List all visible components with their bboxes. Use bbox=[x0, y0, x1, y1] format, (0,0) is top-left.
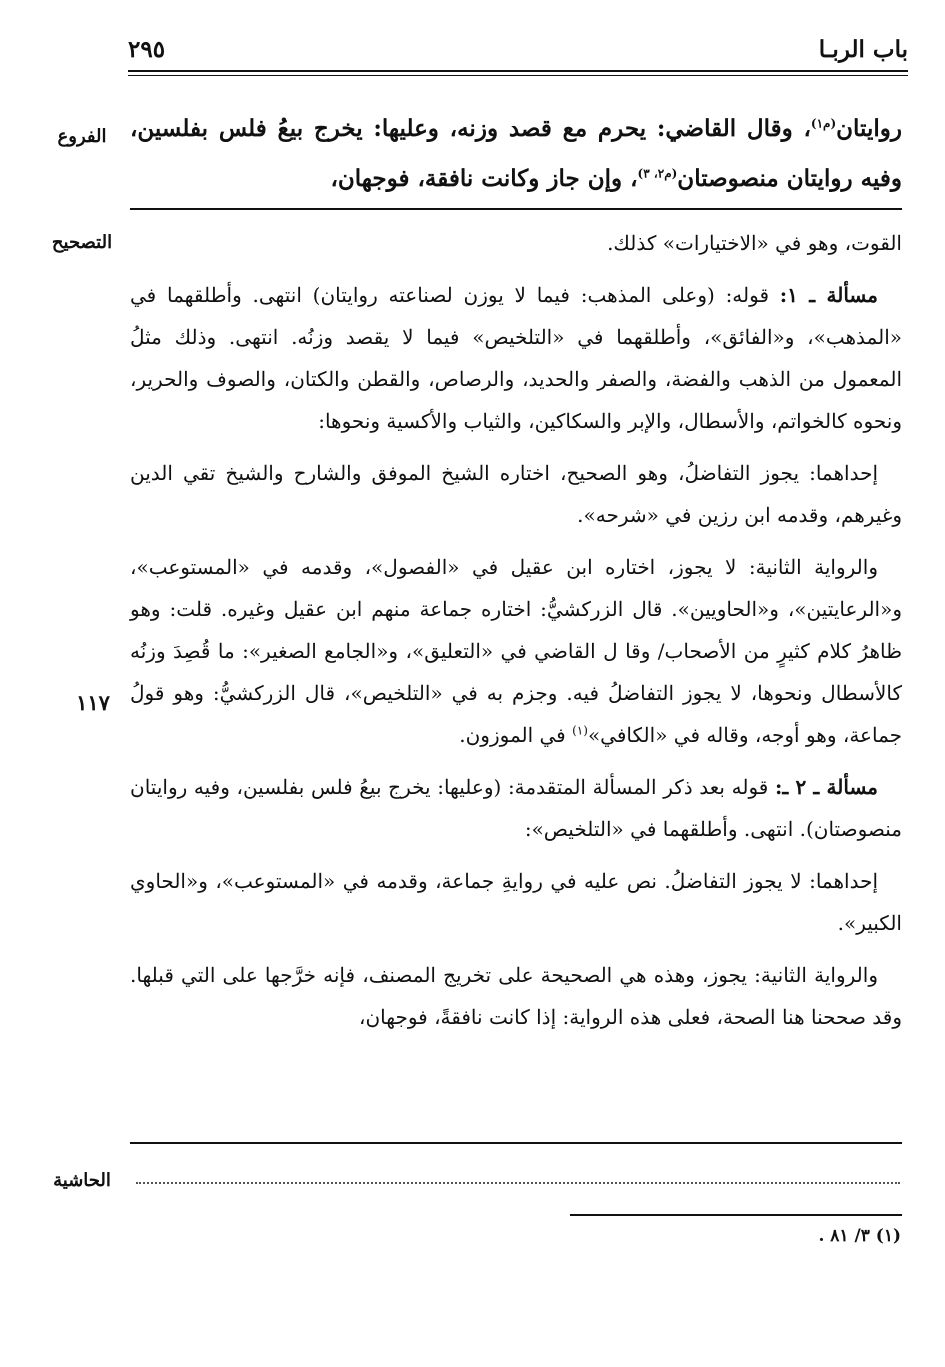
tashih-paragraph: مسألة ـ ١: قوله: (وعلى المذهب: فيما لا يوزن لصناعته روايتان) انتهى. وأطلقهما في «المذهب»، و«الفائق»، وأطلقهما في «التلخيص» فيما لا يقصد وزنُه. انتهى. وذلك مثلُ المعمول من الذهب والفضة، والصفر والحديد، والرصاص، والقطن والكتان، والصوف والحرير، ونحوه كالخواتم، والأسطال، والإبر والسكاكين، والثياب والأكسية ونحوها: bbox=[130, 283, 902, 433]
tashih-paragraph: إحداهما: لا يجوز التفاضلُ. نص عليه في روايةِ جماعة، وقدمه في «المستوعب»، و«الحاوي الكبير». bbox=[130, 869, 902, 935]
issue-heading: مسألة ـ ١: bbox=[779, 283, 878, 307]
footnote-marker: (١) bbox=[572, 723, 588, 738]
tashih-paragraph: مسألة ـ ٢ ـ: قوله بعد ذكر المسألة المتقدمة: (وعليها: يخرج بيعُ فلس بفلسين، وفيه روايتان منصوصتان). انتهى. وأطلقهما في «التلخيص»: bbox=[130, 775, 902, 841]
footnote-rule bbox=[570, 1214, 902, 1216]
furu-paragraph: روايتان$^{(م١)}$، وقال القاضي: يحرم مع قصد وزنه، وعليها: يخرج بيعُ فلس بفلسين، وفيه روايتان منصوصتان$^{(م٢، ٣)}$، وإن جاز وكانت نافقة، فوجهان، bbox=[130, 115, 902, 192]
tashih-text-block bbox=[130, 222, 902, 1048]
margin-page-number: ١١٧ bbox=[76, 690, 110, 715]
tashih-paragraph: إحداهما: يجوز التفاضلُ، وهو الصحيح، اختاره الشيخ الموفق والشارح والشيخ تقي الدين وغيرهم، وقدمه ابن رزين في «شرحه». bbox=[130, 461, 902, 527]
furu-text-block bbox=[130, 104, 902, 204]
hashiya-dotted-line bbox=[136, 1182, 900, 1184]
chapter-title: باب الربـا bbox=[818, 36, 908, 63]
furu-note-marker: (م٢، ٣) bbox=[637, 166, 678, 181]
tashih-divider bbox=[130, 1142, 902, 1144]
tashih-paragraph: والرواية الثانية: يجوز، وهذه هي الصحيحة على تخريج المصنف، فإنه خرَّجها على التي قبلها. وقد صححنا هنا الصحة، فعلى هذه الرواية: إذا كانت نافقةً، فوجهان، bbox=[130, 963, 902, 1029]
page-number: ٢٩٥ bbox=[128, 36, 166, 63]
header-rule-thin bbox=[128, 75, 908, 76]
tashih-paragraph: القوت، وهو في «الاختيارات» كذلك. bbox=[607, 231, 902, 255]
section-label-tashih: التصحيح bbox=[51, 232, 113, 253]
section-label-hashiya: الحاشية bbox=[53, 1170, 111, 1191]
furu-note-marker: (م١) bbox=[810, 116, 837, 131]
issue-heading: مسألة ـ ٢ ـ: bbox=[774, 775, 878, 799]
page-header bbox=[128, 34, 908, 68]
tashih-paragraph: والرواية الثانية: لا يجوز، اختاره ابن عقيل في «الفصول»، وقدمه في «المستوعب»، و«الرعايتين»، و«الحاويين». قال الزركشيُّ: اختاره جماعة منهم ابن عقيل وغيره. قلت: وهو ظاهرُ كلام كثيرٍ من الأصحاب/ وقا ل القاضي في «التعليق»، و«الجامع الصغير»: ما قُصِدَ وزنُه كالأسطال ونحوها، لا يجوز التفاضلُ فيه. وجزم به في «التلخيص»، قال الزركشيُّ: وهو قولُ جماعة، وهو أوجه، وقاله في «الكافي»$^{(١)}$ في الموزون. bbox=[130, 555, 902, 747]
footnote: (١) ٣/ ٨١ . bbox=[818, 1226, 901, 1246]
furu-divider bbox=[130, 208, 902, 210]
header-rule-thick bbox=[128, 70, 908, 72]
section-label-furu: الفروع bbox=[57, 126, 107, 147]
